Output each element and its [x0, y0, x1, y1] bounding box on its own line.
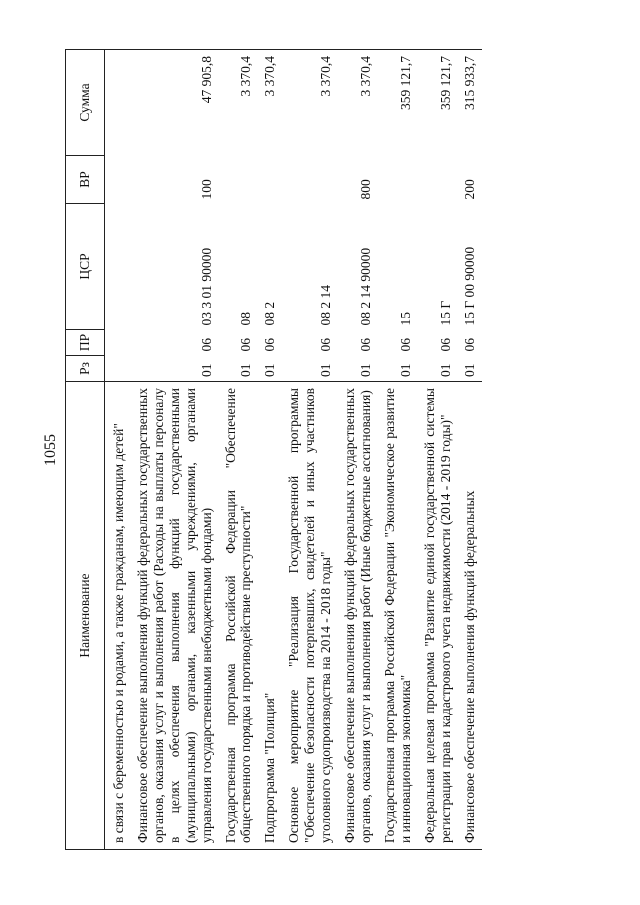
row-csr — [105, 204, 131, 330]
table-row — [131, 50, 219, 850]
row-sum: 359 121,7 — [378, 50, 418, 156]
row-vr: 800 — [357, 179, 373, 200]
row-name: Финансовое обеспечение выполнения функций федеральных — [458, 382, 482, 850]
row-csr: 08 2 — [262, 301, 278, 326]
header-sum: Сумма — [66, 50, 105, 156]
row-sum: 3 370,4 — [258, 50, 282, 156]
row-pr: 06 — [318, 338, 334, 352]
header-vr: ВР — [66, 156, 105, 204]
row-pr: 06 — [461, 338, 477, 352]
table-row — [378, 50, 418, 850]
row-pr: 06 — [397, 338, 413, 352]
header-name: Наименование — [66, 382, 105, 850]
row-vr: 200 — [461, 179, 477, 200]
table-header — [66, 50, 105, 850]
row-sum: 359 121,7 — [418, 50, 458, 156]
rotated-page — [65, 50, 620, 850]
row-pr: 06 — [238, 338, 254, 352]
row-name: Подпрограмма "Полиция" — [258, 382, 282, 850]
row-pr: 06 — [437, 338, 453, 352]
row-csr: 08 2 14 — [318, 285, 334, 326]
table-row — [219, 50, 259, 850]
row-sum — [105, 50, 131, 156]
table-row — [418, 50, 458, 850]
row-name: Финансовое обеспечение выполнения функций федеральных государственных органов, оказания услуг и выполнения работ (Иные бюджетные ассигнования) — [338, 382, 378, 850]
table-row — [105, 50, 131, 850]
row-csr: 03 3 01 90000 — [198, 247, 214, 326]
row-sum: 3 370,4 — [219, 50, 259, 156]
row-rz: 01 — [318, 363, 334, 377]
row-vr — [219, 156, 259, 204]
row-csr: 15 Г 00 90000 — [461, 246, 477, 326]
row-vr — [418, 156, 458, 204]
row-vr: 100 — [198, 179, 214, 200]
row-csr: 08 2 14 90000 — [357, 247, 373, 326]
row-vr — [105, 156, 131, 204]
row-sum: 47 905,8 — [131, 50, 219, 156]
row-rz: 01 — [357, 363, 373, 377]
row-name: Государственная программа Российской Федерации "Обеспечение общественного порядка и противодействие преступности" — [219, 382, 259, 850]
table-row — [338, 50, 378, 850]
row-vr — [258, 156, 282, 204]
row-rz: 01 — [461, 363, 477, 377]
table-row — [458, 50, 482, 850]
row-pr — [105, 330, 131, 356]
row-rz — [105, 356, 131, 382]
row-vr — [378, 156, 418, 204]
row-rz: 01 — [397, 363, 413, 377]
row-pr: 06 — [357, 338, 373, 352]
row-rz: 01 — [198, 363, 214, 377]
row-rz: 01 — [238, 363, 254, 377]
table-row — [282, 50, 338, 850]
row-vr — [282, 156, 338, 204]
row-pr: 06 — [198, 338, 214, 352]
header-pr: ПР — [66, 330, 105, 356]
table-row — [258, 50, 282, 850]
header-rz: Рз — [66, 356, 105, 382]
row-sum: 3 370,4 — [282, 50, 338, 156]
row-name: Федеральная целевая программа "Развитие единой государственной системы регистрации прав и кадастрового учета недвижимости (2014 - 2019 годы)" — [418, 382, 458, 850]
row-sum: 315 933,7 — [458, 50, 482, 156]
row-name: Финансовое обеспечение выполнения функций федеральных государственных органов, оказания услуг и выполнения работ (Расходы на выплаты персоналу в целях обеспечения выполнения функций государственными (муниципальными) органами, казенными учреждениями, органами управления государственными внебюджетными фондами) — [131, 382, 219, 850]
row-name: в связи с беременностью и родами, а также гражданам, имеющим детей" — [105, 382, 131, 850]
header-csr: ЦСР — [66, 204, 105, 330]
row-csr: 15 — [397, 312, 413, 326]
row-pr: 06 — [262, 338, 278, 352]
row-name: Государственная программа Российской Федерации "Экономическое развитие и инновационная экономика" — [378, 382, 418, 850]
row-sum: 3 370,4 — [338, 50, 378, 156]
row-name: Основное мероприятие "Реализация Государственной программы "Обеспечение безопасности потерпевших, свидетелей и иных участников уголовного судопроизводства на 2014 - 2018 годы" — [282, 382, 338, 850]
row-csr: 15 Г — [437, 300, 453, 326]
row-csr: 08 — [238, 312, 254, 326]
row-rz: 01 — [437, 363, 453, 377]
page-number: 1055 — [42, 434, 59, 466]
row-rz: 01 — [262, 363, 278, 377]
budget-table — [65, 49, 482, 850]
